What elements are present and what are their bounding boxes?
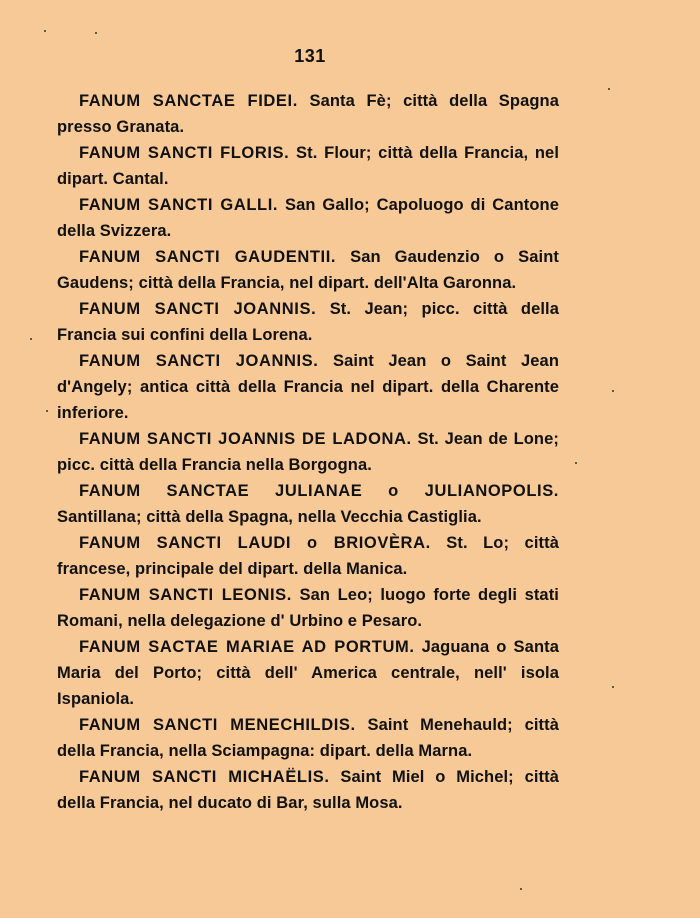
entry-headword: FANUM SANCTI JOANNIS. xyxy=(79,300,317,318)
dictionary-entry xyxy=(57,634,559,712)
dictionary-entry xyxy=(57,426,559,478)
print-speck xyxy=(520,888,522,890)
entry-headword: FANUM SACTAE MARIAE AD PORTUM. xyxy=(79,638,415,656)
dictionary-entry xyxy=(57,192,559,244)
entry-text: Santillana; città della Spagna, nella Vecchia Castiglia. xyxy=(57,508,482,526)
entry-text: Saint Jean o Saint Jean d'Angely; antica città della Francia nel dipart. della Charente inferiore. xyxy=(57,352,559,422)
print-speck xyxy=(46,410,48,412)
entry-headword: FANUM SANCTI JOANNIS DE LADONA. xyxy=(79,430,412,448)
dictionary-entry xyxy=(57,244,559,296)
entry-headword: FANUM SANCTI MENECHILDIS. xyxy=(79,716,356,734)
print-speck xyxy=(608,88,610,90)
print-speck xyxy=(30,338,32,340)
dictionary-entry xyxy=(57,296,559,348)
dictionary-entry xyxy=(57,712,559,764)
entry-text: St. Jean; picc. città della Francia sui confini della Lorena. xyxy=(57,300,559,344)
entry-headword: FANUM SANCTI LEONIS. xyxy=(79,586,292,604)
entry-text: Saint Miel o Michel; città della Francia, nel ducato di Bar, sulla Mosa. xyxy=(57,768,559,812)
entry-text: San Gaudenzio o Saint Gaudens; città della Francia, nel dipart. dell'Alta Garonna. xyxy=(57,248,559,292)
entry-headword: FANUM SANCTI LAUDI o BRIOVÈRA. xyxy=(79,534,431,552)
dictionary-entry xyxy=(57,582,559,634)
dictionary-entry xyxy=(57,348,559,426)
page-number: 131 xyxy=(294,46,326,66)
dictionary-entry xyxy=(57,764,559,816)
entry-headword: FANUM SANCTI GAUDENTII. xyxy=(79,248,337,266)
dictionary-entry xyxy=(57,478,559,530)
print-speck xyxy=(612,686,614,688)
dictionary-entry xyxy=(57,530,559,582)
entry-text: San Gallo; Capoluogo di Cantone della Svizzera. xyxy=(57,196,559,240)
entry-text: St. Jean de Lone; picc. città della Francia nella Borgogna. xyxy=(57,430,559,474)
entry-headword: FANUM SANCTI FLORIS. xyxy=(79,144,290,162)
dictionary-entries xyxy=(57,88,559,816)
entry-text: St. Flour; città della Francia, nel dipart. Cantal. xyxy=(57,144,559,188)
entry-headword: FANUM SANCTI GALLI. xyxy=(79,196,279,214)
dictionary-entry xyxy=(57,88,559,140)
entry-text: San Leo; luogo forte degli stati Romani, nella delegazione d' Urbino e Pesaro. xyxy=(57,586,559,630)
entry-text: St. Lo; città francese, principale del dipart. della Manica. xyxy=(57,534,559,578)
dictionary-entry xyxy=(57,140,559,192)
entry-headword: FANUM SANCTAE JULIANAE o JULIANOPOLIS. xyxy=(79,482,559,500)
print-speck xyxy=(44,30,46,32)
entry-text: Saint Menehauld; città della Francia, nella Sciampagna: dipart. della Marna. xyxy=(57,716,559,760)
entry-text: Santa Fè; città della Spagna presso Granata. xyxy=(57,92,559,136)
entry-text: Jaguana o Santa Maria del Porto; città dell' America centrale, nell' isola Ispaniola. xyxy=(57,638,559,708)
print-speck xyxy=(95,32,97,34)
entry-headword: FANUM SANCTAE FIDEI. xyxy=(79,92,298,110)
entry-headword: FANUM SANCTI JOANNIS. xyxy=(79,352,319,370)
print-speck xyxy=(575,462,577,464)
print-speck xyxy=(612,390,614,392)
entry-headword: FANUM SANCTI MICHAËLIS. xyxy=(79,768,330,786)
